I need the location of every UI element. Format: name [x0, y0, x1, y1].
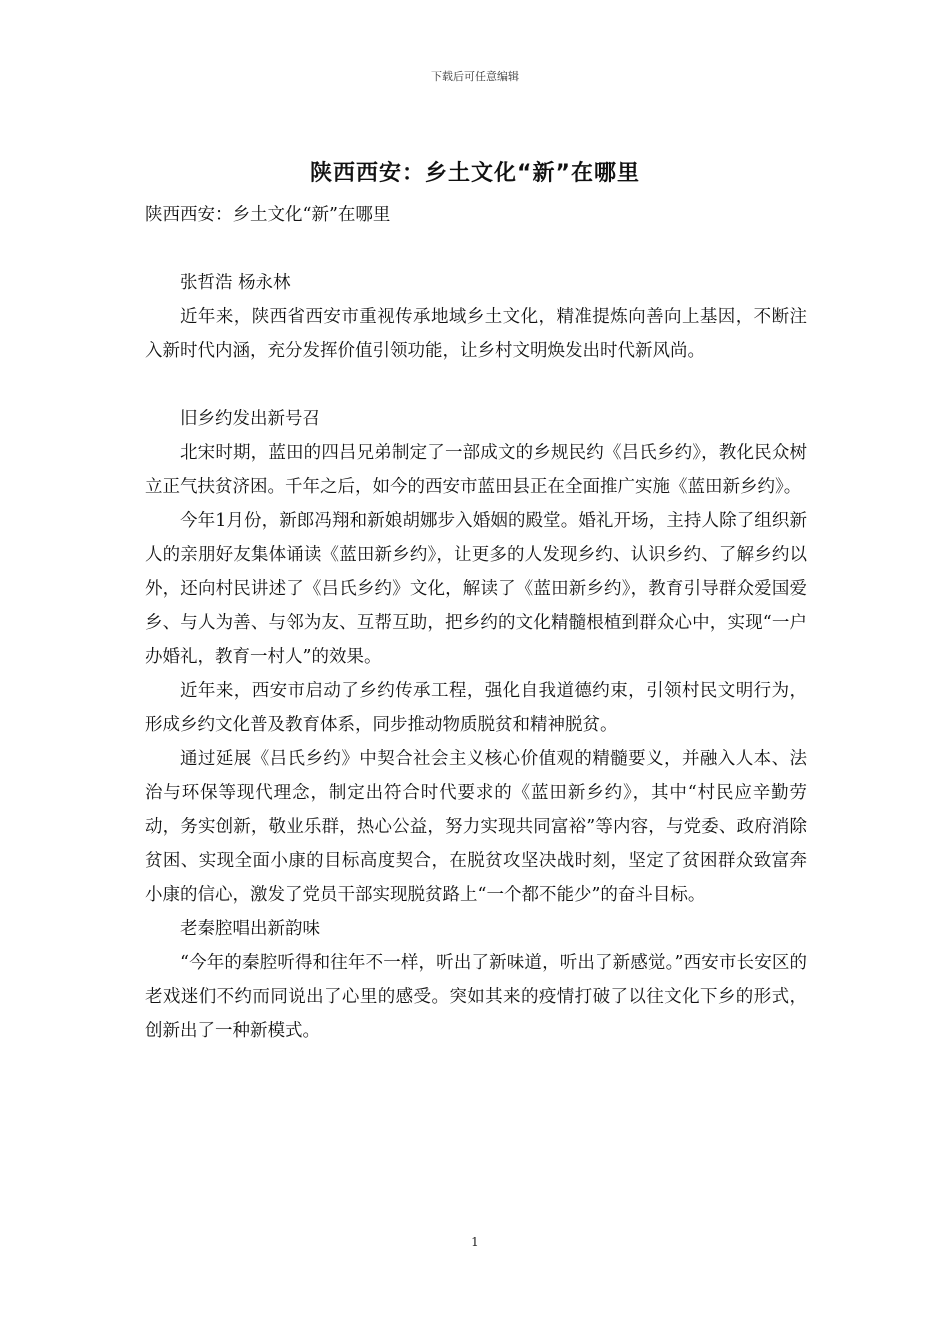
paragraph-4: 通过延展《吕氏乡约》中契合社会主义核心价值观的精髓要义，并融入人本、法治与环保等现代理念，制定出符合时代要求的《蓝田新乡约》，其中“村民应辛勤劳动，务实创新，敬业乐群，热心公益，努力实现共同富裕”等内容，与党委、政府消除贫困、实现全面小康的目标高度契合，在脱贫攻坚决战时刻，坚定了贫困群众致富奔小康的信心，激发了党员干部实现脱贫路上“一个都不能少”的奋斗目标。: [145, 749, 807, 905]
section-heading-1: 旧乡约发出新号召: [180, 409, 320, 429]
paragraph-2: 今年1月份，新郎冯翔和新娘胡娜步入婚姻的殿堂。婚礼开场，主持人除了组织新人的亲朋好友集体诵读《蓝田新乡约》，让更多的人发现乡约、认识乡约、了解乡约以外，还向村民讲述了《吕氏乡约》文化，解读了《蓝田新乡约》，教育引导群众爱国爱乡、与人为善、与邻为友、互帮互助，把乡约的文化精髓根植到群众心中，实现“一户办婚礼，教育一村人”的效果。: [145, 511, 807, 667]
paragraph-5: “今年的秦腔听得和往年不一样，听出了新味道，听出了新感觉。”西安市长安区的老戏迷们不约而同说出了心里的感受。突如其来的疫情打破了以往文化下乡的形式，创新出了一种新模式。: [145, 953, 807, 1041]
paragraph-3: 近年来，西安市启动了乡约传承工程，强化自我道德约束，引领村民文明行为，形成乡约文化普及教育体系，同步推动物质脱贫和精神脱贫。: [145, 681, 807, 735]
subtitle: 陕西西安：乡土文化“新”在哪里: [145, 205, 391, 225]
page-number: 1: [471, 1235, 479, 1249]
paragraph-1: 北宋时期，蓝田的四吕兄弟制定了一部成文的乡规民约《吕氏乡约》，教化民众树立正气扶贫济困。千年之后，如今的西安市蓝田县正在全面推广实施《蓝田新乡约》。: [145, 443, 807, 497]
section-heading-2: 老秦腔唱出新韵味: [180, 919, 320, 939]
paragraph-intro: 近年来，陕西省西安市重视传承地域乡土文化，精准提炼向善向上基因，不断注入新时代内涵，充分发挥价值引领功能，让乡村文明焕发出时代新风尚。: [145, 307, 807, 361]
blank-line: [145, 232, 807, 266]
authors: 张哲浩 杨永林: [180, 273, 291, 293]
blank-line: [145, 368, 807, 402]
document-title: 陕西西安：乡土文化“新”在哪里: [310, 161, 640, 186]
header-note: 下载后可任意编辑: [431, 70, 519, 83]
document-body: [145, 198, 807, 1048]
